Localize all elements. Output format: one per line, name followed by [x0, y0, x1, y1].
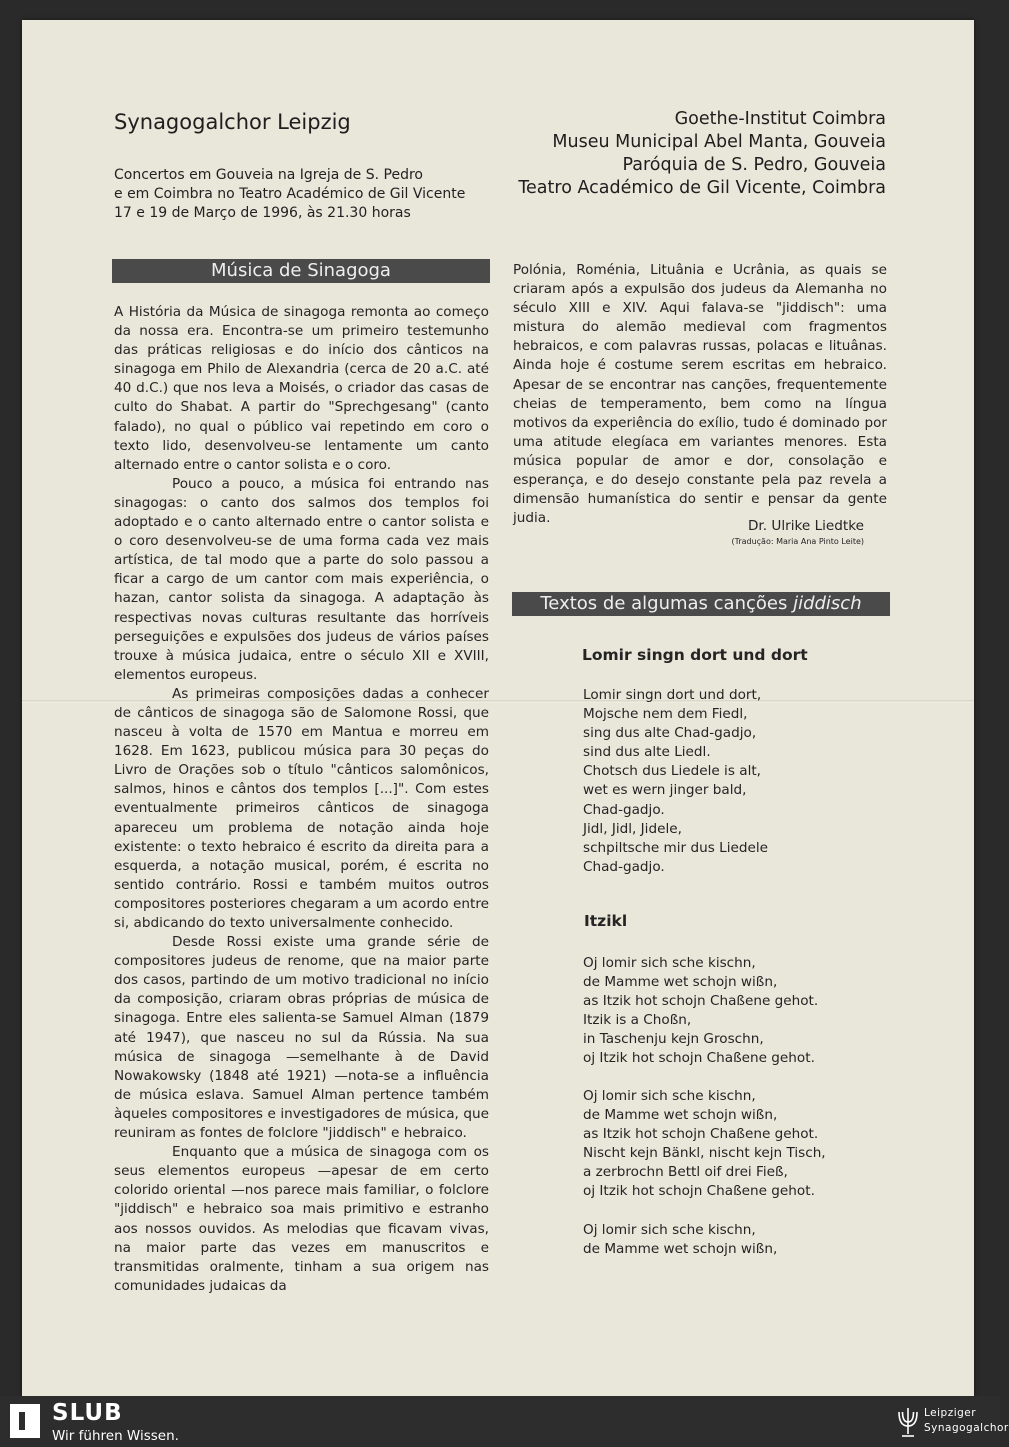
verse-line: Itzik is a Choßn, — [583, 1012, 692, 1029]
partner-logo-text — [924, 1406, 1009, 1436]
paragraph: A História da Música de sinagoga remonta ao começo da nossa era. Encontra-se um primeiro testemunho das práticas religiosas e do início dos cânticos na sinagoga em Philo de Alexandria (cerca de 20 a.C. até 40 d.C.) que nos leva a Moisés, o criador das casas de culto do Shabat. A partir do "Sprechgesang" (canto falado), no qual o público vai repetindo em coro o texto lido, desenvolveu-se lentamente um canto alternado entre o cantor solista e o coro. — [114, 304, 489, 473]
song-title: Lomir singn dort und dort — [582, 646, 808, 664]
verse-line: de Mamme wet schojn wißn, — [583, 1241, 778, 1258]
verse-line: in Taschenju kejn Groschn, — [583, 1031, 764, 1048]
song-verse — [583, 1221, 777, 1259]
verse-line: schpiltsche mir dus Liedele — [583, 839, 768, 856]
verse-line: as Itzik hot schojn Chaßene gehot. — [583, 993, 819, 1010]
concert-line: Concertos em Gouveia na Igreja de S. Pedro — [114, 167, 423, 183]
verse-line: de Mamme wet schojn wißn, — [583, 974, 778, 991]
section-heading-musica: Música de Sinagoga — [112, 259, 490, 283]
concert-line: e em Coimbra no Teatro Académico de Gil Vicente — [114, 186, 466, 202]
verse-line: Oj lomir sich sche kischn, — [583, 1222, 756, 1238]
song-verse — [583, 954, 818, 1069]
document-page — [22, 20, 974, 1396]
slub-name[interactable]: SLUB — [52, 1400, 123, 1426]
verse-line: Chad-gadjo. — [583, 801, 665, 818]
slub-tagline: Wir führen Wissen. — [52, 1428, 179, 1444]
partner-line: Leipziger — [924, 1407, 977, 1419]
verse-line: de Mamme wet schojn wißn, — [583, 1107, 778, 1124]
section-heading-textos — [512, 592, 890, 616]
heading-text: Textos de algumas canções — [540, 593, 794, 614]
verse-line: oj Itzik hot schojn Chaßene gehot. — [583, 1050, 815, 1067]
verse-line: sind dus alte Liedl. — [583, 744, 711, 761]
verse-line: sing dus alte Chad-gadjo, — [583, 725, 757, 742]
verse-line: Oj lomir sich sche kischn, — [583, 955, 756, 971]
author-signature: Dr. Ulrike Liedtke — [747, 518, 864, 534]
organizer-line: Goethe-Institut Coimbra — [674, 109, 886, 129]
verse-line: wet es wern jinger bald, — [583, 782, 747, 799]
verse-line: Chotsch dus Liedele is alt, — [583, 763, 761, 780]
paragraph: As primeiras composições dadas a conhecer de cânticos de sinagoga são de Salomone Rossi, que nasceu à volta de 1570 em Mantua e morreu em 1628. Em 1623, publicou música para 30 peças do Livro de Orações sob o título "cânticos salomônicos, salmos, hinos e cântos dos templos [...]". Com estes eventualmente primeiros cânticos de sinagoga apareceu um problema de notação ainda hoje existente: o texto hebraico é escrito da direita para a esquerda, a notação musical, porém, é escrita no sentido contrário. Rossi e também muitos outros compositores posteriores chegaram a um acordo entre si, abdicando do texto universalmente conhecido. — [114, 685, 489, 931]
verse-line: Chad-gadjo. — [583, 858, 665, 875]
song-verse — [583, 686, 768, 877]
organizer-line: Teatro Académico de Gil Vicente, Coimbra — [518, 178, 886, 198]
paragraph-continuation: Polónia, Roménia, Lituânia e Ucrânia, as quais se criaram após a expulsão dos judeus da Alemanha no século XIII e XIV. Aqui falava-se "jiddisch": uma mistura do alemão medieval com fragmentos hebraicos, e com palavras russas, polacas e lituânas. Ainda hoje é costume serem escritas em hebraico. Apesar de se encontrar nas canções, frequentemente cheias de temperamento, bem como na língua motivos da experiência do exílio, tudo é dominado por uma atitude elegíaca em variantes menores. Esta música popular de amor e dor, consolação e esperança, e do desejo constante pela paz revela a dimensão humanística do sentir e pensar da gente judia. — [513, 262, 887, 527]
verse-line: as Itzik hot schojn Chaßene gehot. — [583, 1126, 819, 1143]
organizer-line: Paróquia de S. Pedro, Gouveia — [622, 155, 886, 175]
menorah-icon — [896, 1402, 920, 1442]
paragraph: Enquanto que a música de sinagoga com os seus elementos europeus —apesar de em certo colorido oriental —nos parece mais familiar, o folclore "jiddisch" e hebraico soa mais primitivo e estranho aos nossos ouvidos. As melodias que ficavam vivas, na maior parte das vezes em manuscritos e transmitidas oralmente, tinham a sua origem nas comunidades judaicas da — [114, 1144, 489, 1294]
translation-credit: (Tradução: Maria Ana Pinto Leite) — [731, 537, 864, 546]
paragraph: Desde Rossi existe uma grande série de compositores judeus de renome, que na maior parte dos casos, partindo de um motivo tradicional no início da composição, criaram obras próprias de música de sinagoga. Entre eles salienta-se Samuel Alman (1879 até 1947), que nasceu no sul da Rússia. Na sua música de sinagoga —semelhante à de David Nowakowsky (1848 até 1921) —nota-se a influência de música eslava. Samuel Alman pertence também àqueles compositores e investigadores de música, que reuniram as fontes de folclore "jiddisch" e hebraico. — [114, 934, 489, 1142]
concert-line: 17 e 19 de Março de 1996, às 21.30 horas — [114, 205, 411, 221]
partner-line: Synagogalchor — [924, 1422, 1009, 1434]
viewer-footer — [0, 1396, 1009, 1447]
verse-line: Nischt kejn Bänkl, nischt kejn Tisch, — [583, 1145, 826, 1162]
verse-line: Mojsche nem dem Fiedl, — [583, 706, 748, 723]
document-title: Synagogalchor Leipzig — [114, 110, 351, 134]
organizer-line: Museu Municipal Abel Manta, Gouveia — [552, 132, 886, 152]
paragraph: Pouco a pouco, a música foi entrando nas sinagogas: o canto dos salmos dos templos foi adoptado e o canto alternado entre o cantor solista e o coro desenvolveu-se de uma forma cada vez mais artística, de tal modo que a parte do solo passou a ficar a cargo de um cantor com mais experiência, o hazan, cantor solista da sinagoga. A adaptação às respectivas novas culturas resultante das horríveis perseguições e expulsões dos judeus de vários países trouxe à música judaica, entre o século XII e XVIII, elementos europeus. — [114, 475, 489, 683]
verse-line: Oj lomir sich sche kischn, — [583, 1088, 756, 1104]
verse-line: oj Itzik hot schojn Chaßene gehot. — [583, 1183, 815, 1200]
song-verse — [583, 1087, 826, 1202]
heading-italic-text: jiddisch — [793, 593, 862, 614]
slub-logo-icon[interactable] — [10, 1404, 40, 1438]
concert-info — [114, 166, 465, 223]
verse-line: a zerbrochn Bettl oif drei Fieß, — [583, 1164, 788, 1181]
article-column-left — [114, 303, 489, 1296]
song-title: Itzikl — [584, 912, 628, 930]
verse-line: Lomir singn dort und dort, — [583, 687, 762, 703]
verse-line: Jidl, Jidl, Jidele, — [583, 820, 682, 837]
article-column-right — [513, 261, 887, 528]
organizers-block — [518, 108, 886, 200]
